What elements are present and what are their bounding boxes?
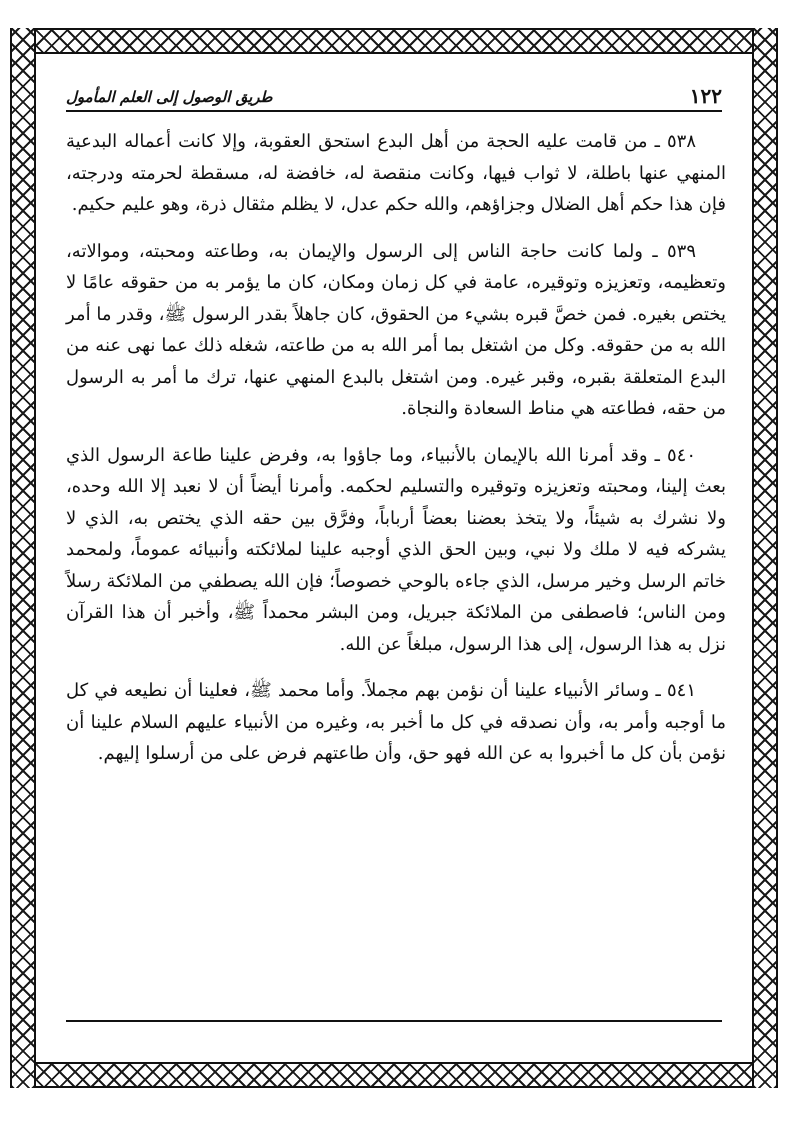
footer-rule <box>66 1020 722 1022</box>
page-content <box>44 62 744 1054</box>
paragraph-540: ٥٤٠ ـ وقد أمرنا الله بالإيمان بالأنبياء، وما جاؤوا به، وفرض علينا طاعة الرسول الذي بعث إلينا، ومحبته وتعزيزه وتوقيره والتسليم لحكمه. وأمرنا أيضاً أن لا نعبد إلا الله وحده، ولا نشرك به شيئاً، ولا يتخذ بعضنا بعضاً أرباباً، وفرَّق بين حقه الذي يختص به، الذي لا يشركه فيه لا ملك ولا نبي، وبين الحق الذي أوجبه علينا لملائكته وأنبيائه عموماً، ولمحمد خاتم الرسل وخير مرسل، الذي جاءه بالوحي خصوصاً؛ فإن الله يصطفي من الملائكة رسلاً ومن الناس؛ فاصطفى من الملائكة جبريل، ومن البشر محمداً ﷺ، وأخبر أن هذا القرآن نزل به هذا الرسول، إلى هذا الرسول، مبلغاً عن الله. <box>66 444 726 655</box>
page-number: ١٢٢ <box>689 84 722 108</box>
ornamental-border-right <box>752 28 778 1088</box>
ornamental-border-left <box>10 28 36 1088</box>
ornamental-border-bottom <box>10 1062 778 1088</box>
ornamental-border-top <box>10 28 778 54</box>
paragraph-539: ٥٣٩ ـ ولما كانت حاجة الناس إلى الرسول والإيمان به، وطاعته ومحبته، وموالاته، وتعظيمه، وتعزيزه وتوقيره، عامة في كل زمان ومكان، كان ما يؤمر به من حقوقه عامًا لا يختص بغيره. فمن خصَّ قبره بشيء من الحقوق، كان جاهلاً بقدر الرسول ﷺ، وقدر ما أمر الله به من حقوقه. وكل من اشتغل بما أمر الله به من طاعته، شغله ذلك عما نهى عنه من البدع المتعلقة بقبره، وقبر غيره. ومن اشتغل بالبدع المنهي عنها، ترك ما أمر به الرسول من حقه، فطاعته هي مناط السعادة والنجاة. <box>66 240 726 419</box>
paragraph-538: ٥٣٨ ـ من قامت عليه الحجة من أهل البدع استحق العقوبة، وإلا كانت أعماله البدعية المنهي عنها باطلة، لا ثواب فيها، وكانت منقصة له، خافضة له، مسقطة لحرمته ودرجته، فإن هذا حكم أهل الضلال وجزاؤهم، والله حكم عدل، لا يظلم مثقال ذرة، وهو عليم حكيم. <box>66 131 726 215</box>
book-title: طريق الوصول إلى العلم المأمول <box>66 88 273 106</box>
page-frame <box>10 28 778 1088</box>
running-header <box>66 80 722 112</box>
paragraph-541: ٥٤١ ـ وسائر الأنبياء علينا أن نؤمن بهم مجملاً. وأما محمد ﷺ، فعلينا أن نطيعه في كل ما أوجبه وأمر به، وأن نصدقه في كل ما أخبر به، وغيره من الأنبياء عليهم السلام علينا أن نؤمن بأن كل ما أخبروا به عن الله فهو حق، وأن طاعتهم فرض على من أرسلوا إليهم. <box>66 680 726 764</box>
body-text <box>66 126 726 785</box>
